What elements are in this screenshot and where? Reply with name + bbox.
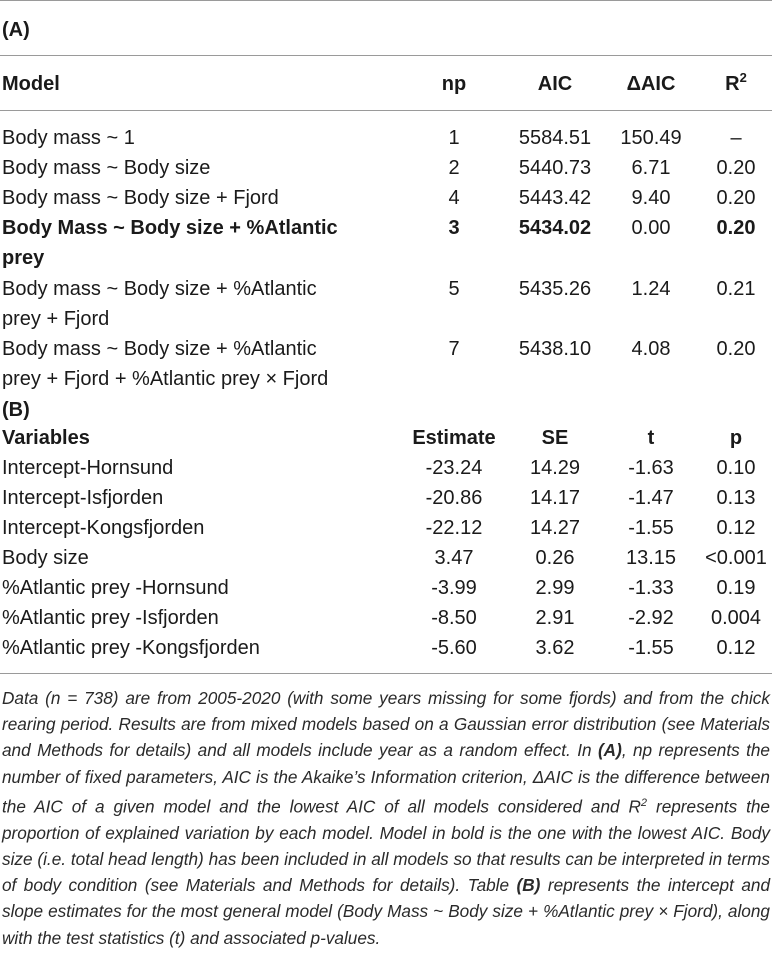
table-bottom-rule: [0, 673, 772, 674]
variable-t: -1.33: [628, 577, 674, 599]
variable-name: Intercept-Hornsund: [2, 457, 174, 479]
footnote-text: represents the intercept and slope estimates for the most general model (Body Mass ~ Body size + %Atlantic prey × Fjord), along with the test statistics (t) and associated p-values.: [2, 875, 771, 948]
model-formula: Body mass ~ Body size + %Atlantic: [2, 278, 317, 300]
model-formula-continued: prey + Fjord: [2, 308, 110, 330]
model-aic: 5440.73: [518, 157, 592, 179]
variable-t: -1.55: [628, 517, 674, 539]
model-np: 2: [448, 157, 460, 179]
variable-se: 3.62: [535, 637, 575, 659]
variable-estimate: -5.60: [431, 637, 477, 659]
model-np: 4: [448, 187, 460, 209]
model-delta-aic: 150.49: [620, 127, 682, 149]
model-aic: 5434.02: [518, 217, 592, 239]
part-a-header-bottom-rule: [0, 110, 772, 111]
header-r2-superscript: 2: [739, 70, 747, 85]
model-delta-aic: 9.40: [631, 187, 671, 209]
variable-p: 0.004: [710, 607, 762, 629]
variable-name: %Atlantic prey -Isfjorden: [2, 607, 219, 629]
variable-p: 0.13: [716, 487, 756, 509]
variable-name: %Atlantic prey -Kongsfjorden: [2, 637, 260, 659]
model-r2: 0.20: [716, 187, 756, 209]
variable-estimate: -3.99: [431, 577, 477, 599]
header-r2: [700, 72, 772, 96]
footnote-text: Data (n = 738) are from 2005-2020 (with some years missing for some fjords) and from the chick rearing period. Results are from mixed models based on a Gaussian error distribution (see Materials and Methods for details) and all models include year as a random effect. In: [2, 688, 770, 761]
model-r2: 0.21: [716, 278, 756, 300]
model-formula: Body mass ~ Body size + Fjord: [2, 187, 279, 209]
variable-name: Intercept-Kongsfjorden: [2, 517, 205, 539]
footnote-ref-b: (B): [516, 875, 541, 896]
variable-p: 0.19: [716, 577, 756, 599]
model-formula: Body Mass ~ Body size + %Atlantic: [2, 217, 338, 239]
footnote-text: represents the proportion of explained variation by each model. Model in bold is the one with the lowest AIC. Body size (i.e. total head length) has been included in all models so that results can be interpreted in terms of body condition (see Materials and Methods for details). Table: [2, 796, 770, 896]
model-delta-aic: 6.71: [631, 157, 671, 179]
table-footnote: [2, 685, 770, 951]
variable-p: 0.12: [716, 637, 756, 659]
model-np: 1: [448, 127, 460, 149]
part-a-label: (A): [2, 19, 30, 41]
variable-p: 0.12: [716, 517, 756, 539]
model-np: 5: [448, 278, 460, 300]
header-aic: AIC: [537, 73, 573, 95]
variable-p: 0.10: [716, 457, 756, 479]
header-t: t: [647, 427, 655, 449]
header-r2-base: R: [725, 73, 740, 95]
footnote-text: , np represents the number of fixed parameters, AIC is the Akaike’s Information criterion, ΔAIC is the difference between the AIC of a given model and the lowest AIC of all models considered and R: [2, 740, 770, 817]
variable-estimate: -8.50: [431, 607, 477, 629]
variable-name: %Atlantic prey -Hornsund: [2, 577, 229, 599]
model-aic: 5443.42: [518, 187, 592, 209]
variable-estimate: 3.47: [434, 547, 474, 569]
model-aic: 5438.10: [518, 338, 592, 360]
footnote-superscript: 2: [640, 796, 648, 809]
variable-se: 2.91: [535, 607, 575, 629]
header-model: Model: [2, 73, 60, 95]
footnote-ref-a: (A): [597, 740, 622, 761]
model-formula-continued: prey + Fjord + %Atlantic prey × Fjord: [2, 368, 329, 390]
variable-se: 14.29: [529, 457, 581, 479]
model-formula: Body mass ~ Body size + %Atlantic: [2, 338, 317, 360]
variable-se: 14.17: [529, 487, 581, 509]
model-delta-aic: 1.24: [631, 278, 671, 300]
part-b-label: (B): [2, 399, 30, 421]
model-r2: 0.20: [716, 338, 756, 360]
model-np: 7: [448, 338, 460, 360]
header-se: SE: [541, 427, 569, 449]
model-delta-aic: 0.00: [631, 217, 671, 239]
model-formula: Body mass ~ 1: [2, 127, 135, 149]
header-estimate: Estimate: [412, 427, 496, 449]
variable-estimate: -23.24: [425, 457, 483, 479]
variable-t: -1.47: [628, 487, 674, 509]
model-np: 3: [448, 217, 460, 239]
header-delta-aic: ΔAIC: [626, 73, 676, 95]
header-p: p: [729, 427, 743, 449]
part-a-header-top-rule: [0, 55, 772, 56]
variable-estimate: -20.86: [425, 487, 483, 509]
model-formula: Body mass ~ Body size: [2, 157, 211, 179]
model-r2: 0.20: [716, 157, 756, 179]
model-aic: 5435.26: [518, 278, 592, 300]
top-rule: [0, 0, 772, 1]
variable-se: 2.99: [535, 577, 575, 599]
model-r2: 0.20: [716, 217, 756, 239]
model-aic: 5584.51: [518, 127, 592, 149]
model-delta-aic: 4.08: [631, 338, 671, 360]
variable-t: -1.55: [628, 637, 674, 659]
header-variables: Variables: [2, 427, 90, 449]
model-formula-continued: prey: [2, 247, 45, 269]
variable-p: <0.001: [705, 547, 767, 569]
variable-estimate: -22.12: [425, 517, 483, 539]
variable-t: 13.15: [625, 547, 677, 569]
variable-se: 0.26: [535, 547, 575, 569]
variable-name: Body size: [2, 547, 89, 569]
variable-t: -2.92: [628, 607, 674, 629]
variable-t: -1.63: [628, 457, 674, 479]
variable-name: Intercept-Isfjorden: [2, 487, 164, 509]
header-np: np: [441, 73, 467, 95]
model-r2: –: [730, 127, 742, 149]
variable-se: 14.27: [529, 517, 581, 539]
